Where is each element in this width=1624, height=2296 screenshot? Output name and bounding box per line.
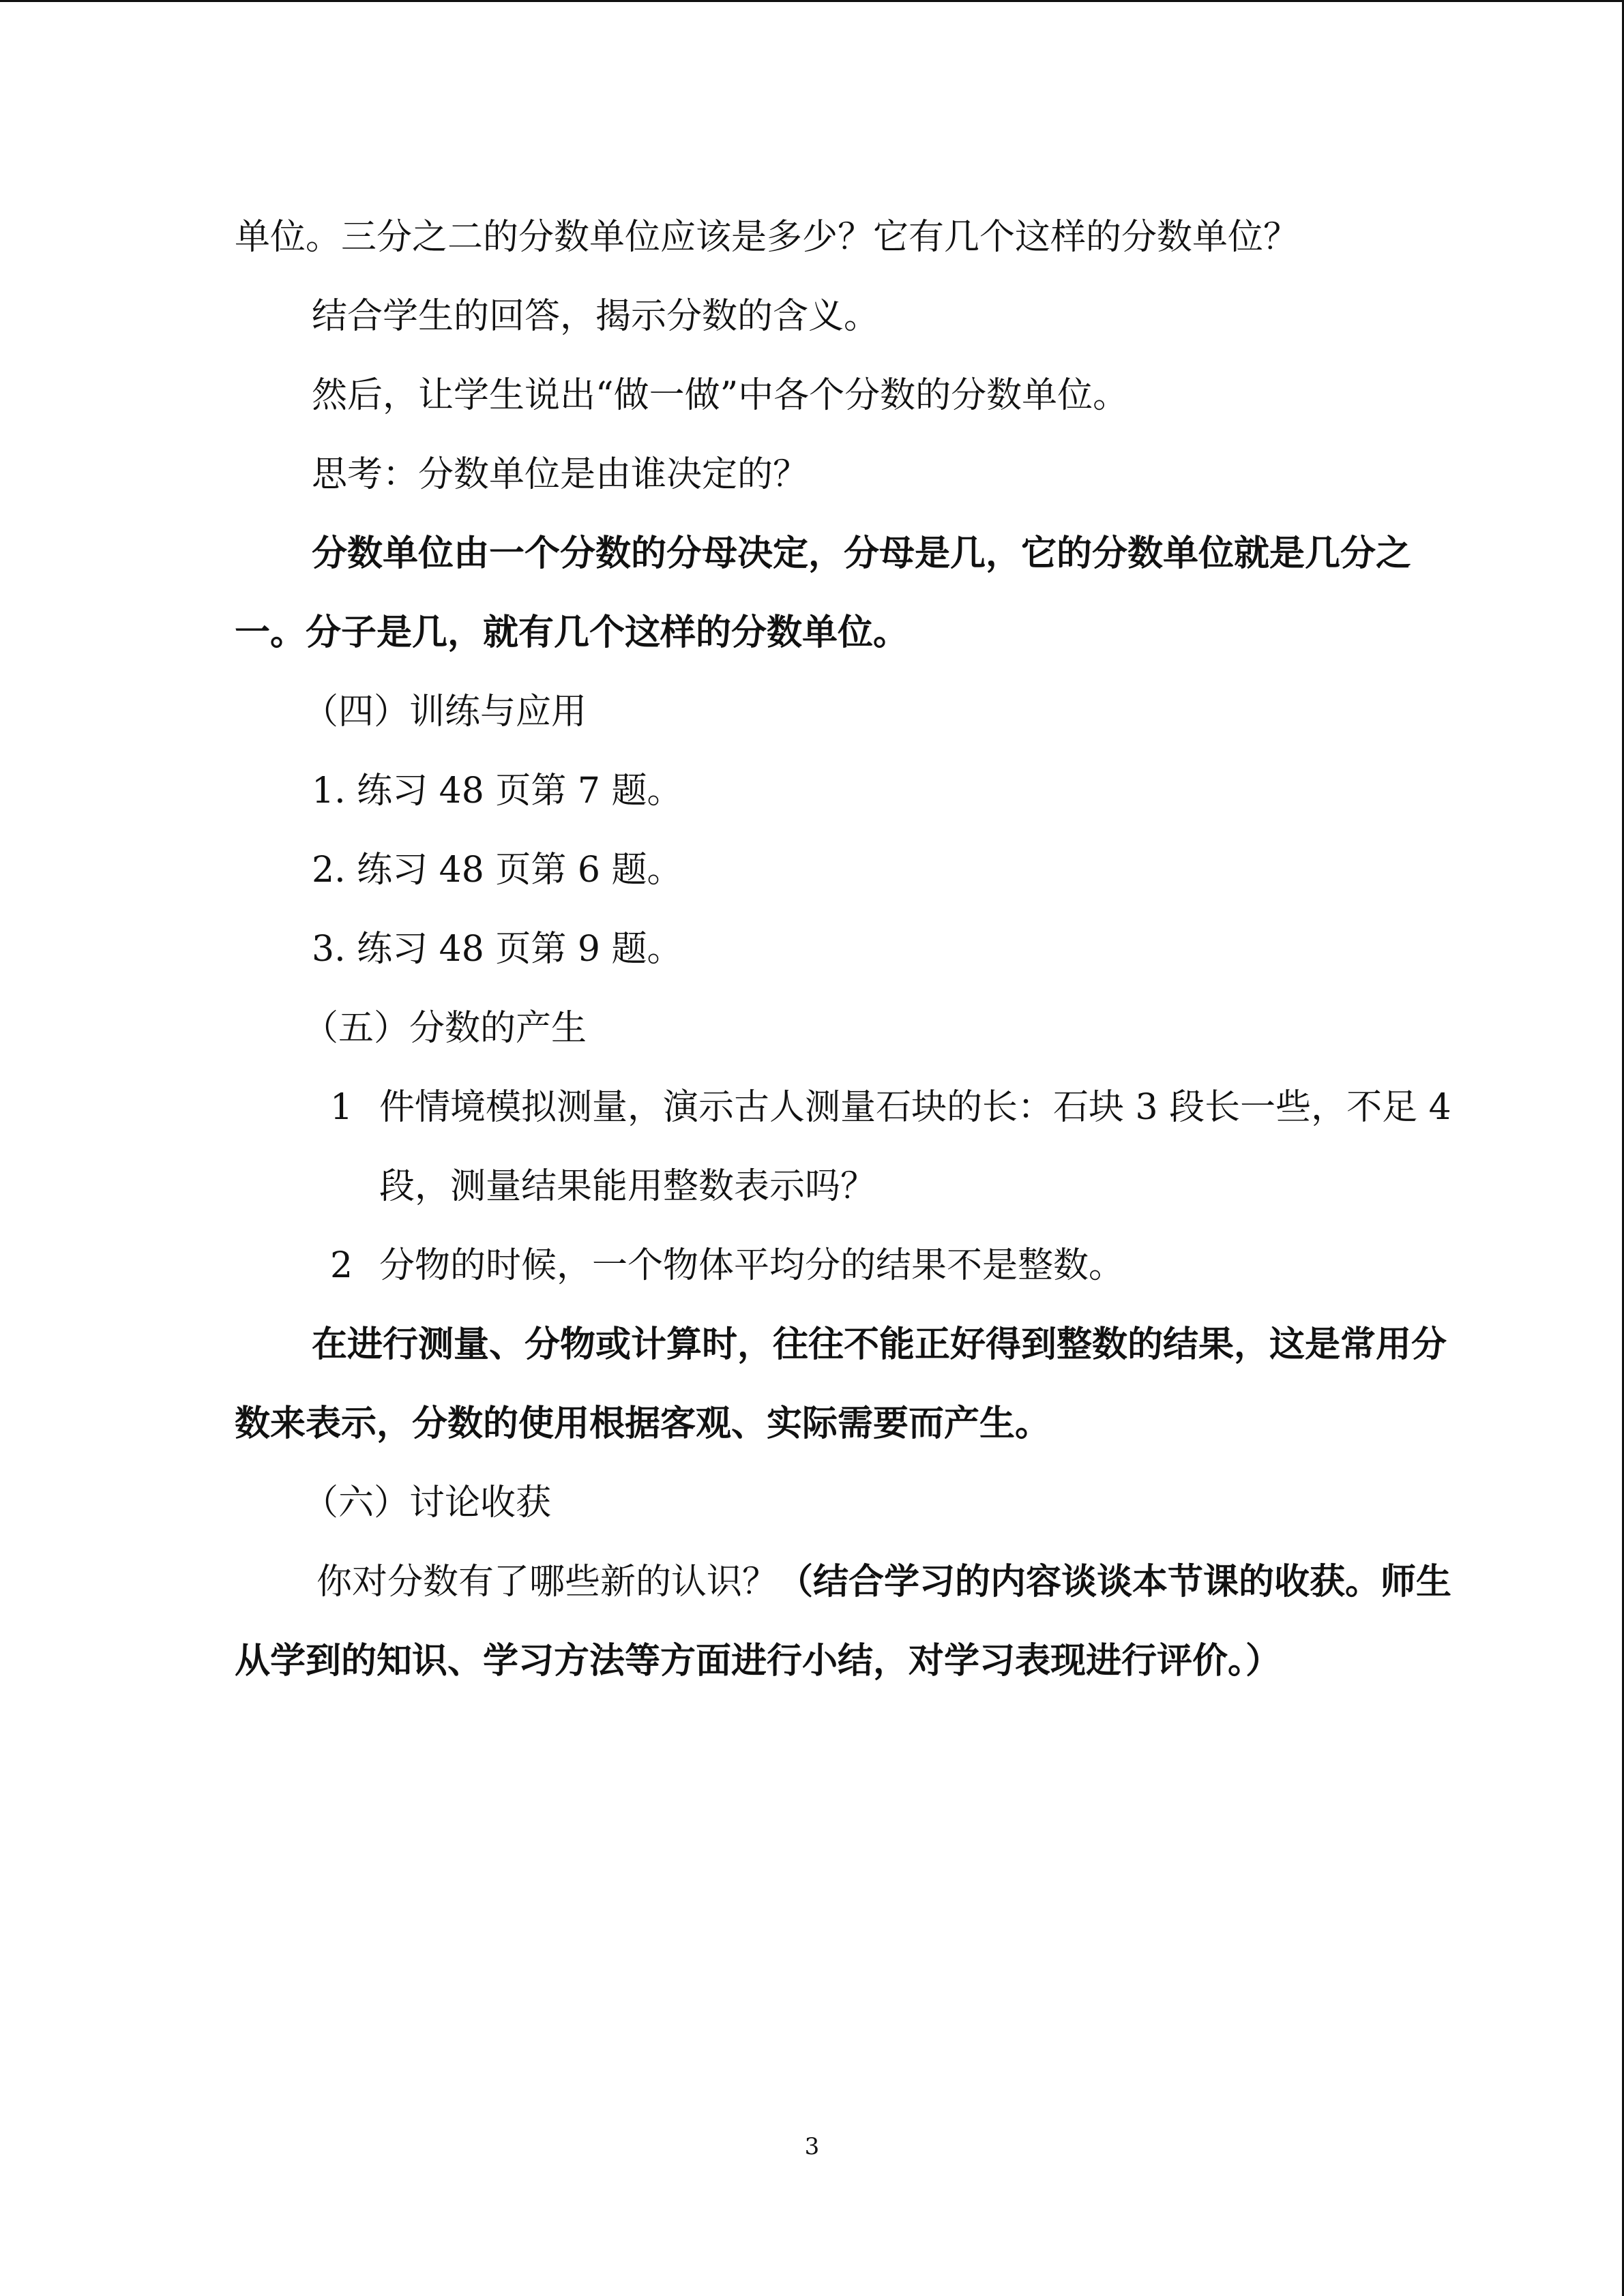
exercise-item-1: 1. 练习 48 页第 7 题。 xyxy=(312,771,683,811)
paragraph-fraction-unit-rule: 分数单位由一个分数的分母决定，分母是几，它的分数单位就是几分之一。分子是几，就有几个这样的分数单位。 xyxy=(235,533,1412,653)
page-number: 3 xyxy=(804,2133,820,2160)
discussion-instruction: （结合学习的内容谈谈本节课的收获。师生从学到的知识、学习方法等方面进行小结，对学习表现进行评价。） xyxy=(235,1561,1452,1682)
origin-item-2-text: 分物的时候，一个物体平均分的结果不是整数。 xyxy=(379,1245,1125,1286)
paragraph-reveal-meaning: 结合学生的回答，揭示分数的含义。 xyxy=(312,296,880,337)
exercise-item-2: 2. 练习 48 页第 6 题。 xyxy=(312,850,683,891)
section-heading-origin: （五）分数的产生 xyxy=(303,1008,587,1049)
origin-item-1-text: 件情境模拟测量，演示古人测量石块的长：石块 3 段长一些，不足 4 段，测量结果能用整数表示吗？ xyxy=(379,1087,1451,1207)
exercise-item-3: 3. 练习 48 页第 9 题。 xyxy=(312,929,683,970)
origin-item-2 xyxy=(235,1226,1462,1305)
origin-item-2-number: 2 xyxy=(330,1245,353,1286)
section-heading-practice: （四）训练与应用 xyxy=(303,691,587,732)
paragraph-think-question: 思考：分数单位是由谁决定的？ xyxy=(312,454,809,495)
paragraph-do-exercise: 然后，让学生说出“做一做”中各个分数的分数单位。 xyxy=(312,375,1129,416)
discussion-question: 你对分数有了哪些新的认识？ xyxy=(316,1562,778,1602)
paragraph-origin-summary: 在进行测量、分物或计算时，往往不能正好得到整数的结果，这是常用分数来表示，分数的使用根据客观、实际需要而产生。 xyxy=(235,1324,1447,1444)
paragraph-fraction-unit-question: 单位。三分之二的分数单位应该是多少？它有几个这样的分数单位？ xyxy=(235,217,1299,258)
page-top-border xyxy=(0,0,1624,2)
origin-item-1 xyxy=(235,1068,1462,1226)
document-body xyxy=(235,198,1462,1701)
section-heading-discussion: （六）讨论收获 xyxy=(303,1482,552,1523)
paragraph-discussion xyxy=(235,1542,1462,1701)
origin-item-1-number: 1 xyxy=(330,1087,353,1128)
